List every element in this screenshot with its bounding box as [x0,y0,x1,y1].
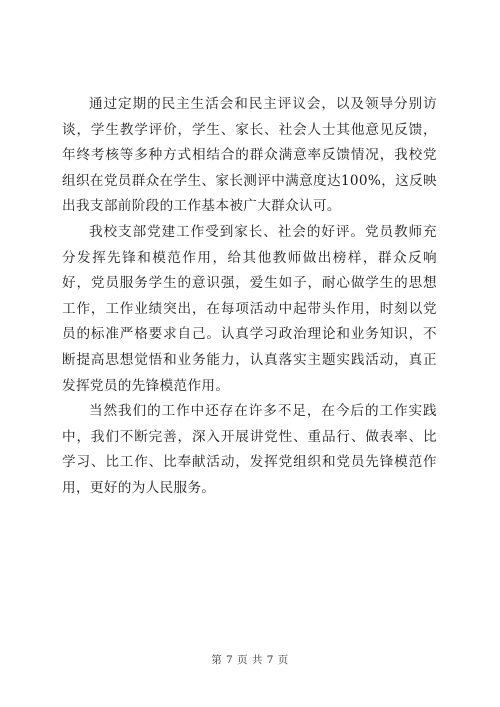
body-paragraph-1: 通过定期的民主生活会和民主评议会，以及领导分别访谈，学生教学评价，学生、家长、社会人士其他意见反馈，年终考核等多种方式相结合的群众满意率反馈情况，我校党组织在党员群众在学生、家长测评中满意度达100%，这反映出我支部前阶段的工作基本被广大群众认可。 [62,96,437,215]
document-body [62,92,437,502]
body-paragraph-3: 当然我们的工作中还存在许多不足，在今后的工作实践中，我们不断完善，深入开展讲党性、重品行、做表率、比学习、比工作、比奉献活动，发挥党组织和党员先锋模范作用，更好的为人民服务。 [62,403,437,496]
body-paragraph-2: 我校支部党建工作受到家长、社会的好评。党员教师充分发挥先锋和模范作用，给其他教师做出榜样，群众反响好，党员服务学生的意识强，爱生如子，耐心做学生的思想工作，工作业绩突出，在每项活动中起带头作用，时刻以党员的标准严格要求自己。认真学习政治理论和业务知识，不断提高思想觉悟和业务能力，认真落实主题实践活动，真正发挥党员的先锋模范作用。 [62,223,437,394]
page-number-footer: 第 7 页 共 7 页 [211,654,289,666]
